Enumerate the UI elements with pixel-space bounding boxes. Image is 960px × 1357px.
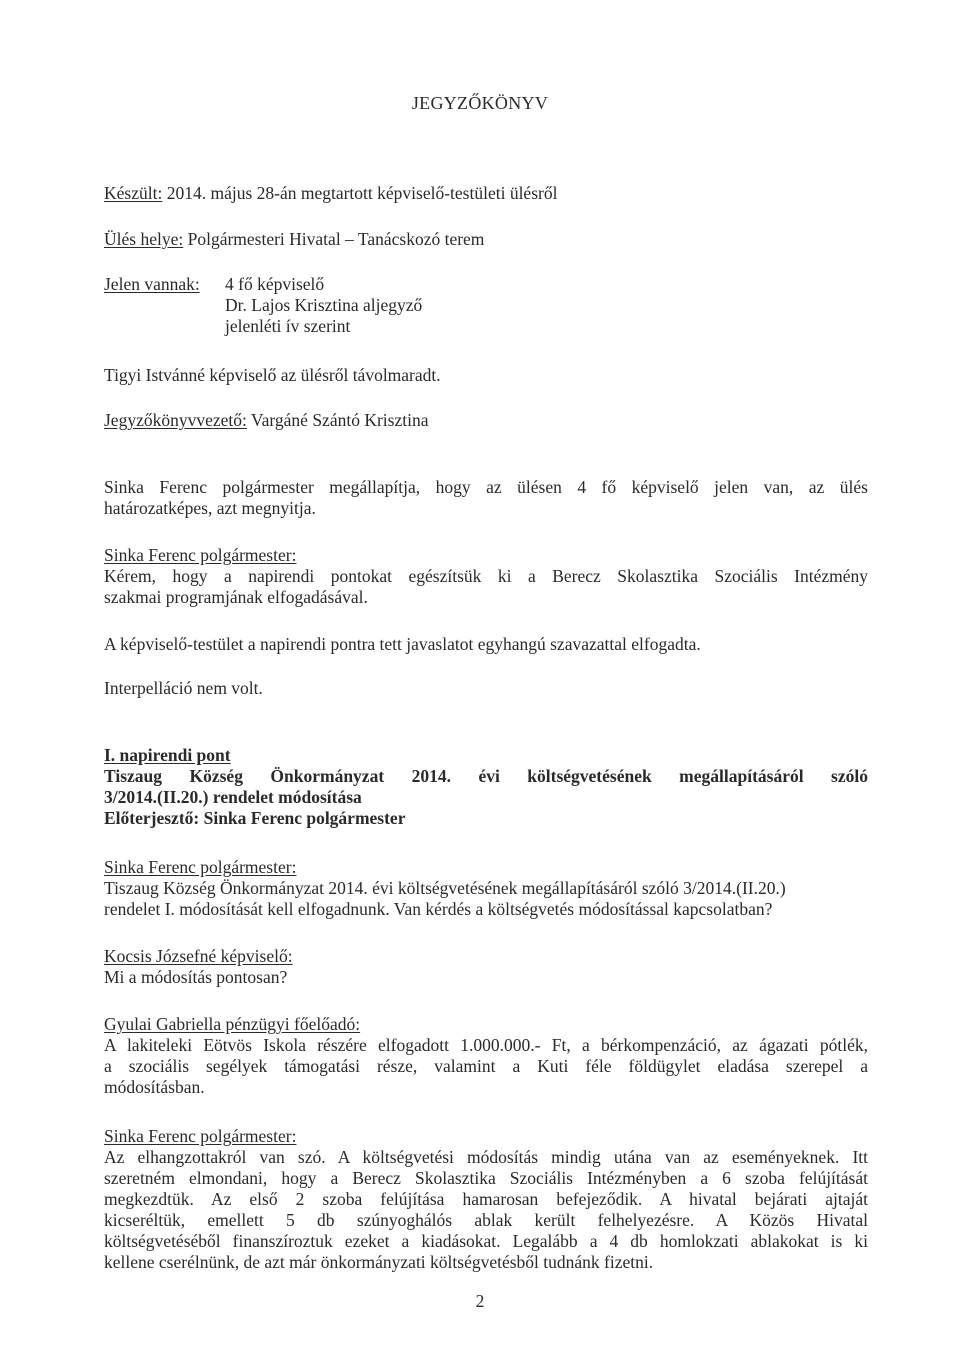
meeting-place-line	[104, 229, 868, 250]
speech-line: módosításban.	[104, 1077, 205, 1097]
speech-line: rendelet I. módosítását kell elfogadnunk. Van kérdés a költségvetés módosítással kapcsolatban?	[104, 899, 773, 919]
opening-line: határozatképes, azt megnyitja.	[104, 498, 316, 518]
speaker-label: Gyulai Gabriella pénzügyi főelőadó:	[104, 1014, 361, 1034]
speech-mayor-1	[104, 545, 868, 608]
attendee-line: jelenléti ív szerint	[225, 316, 351, 336]
opening-paragraph	[104, 477, 868, 519]
speaker-label: Sinka Ferenc polgármester:	[104, 1126, 297, 1146]
speech-line: Mi a módosítás pontosan?	[104, 967, 288, 987]
prepared-line	[104, 183, 868, 204]
speaker-label: Sinka Ferenc polgármester:	[104, 857, 297, 877]
agenda-title-line: 3/2014.(II.20.) rendelet módosítása	[104, 787, 362, 807]
speech-line: Tiszaug Község Önkormányzat 2014. évi költségvetésének megállapításáról szóló 3/2014.(II.20.)	[104, 878, 786, 898]
speech-line: költségvetéséből finanszíroztuk ezeket a kiadásokat. Legalább a 4 db homlokzati ablakokat is ki	[104, 1231, 868, 1251]
speech-line: a szociális segélyek támogatási része, valamint a Kuti féle földügylet eladása szerepel a	[104, 1056, 868, 1076]
agenda-heading: I. napirendi pont	[104, 745, 231, 765]
opening-line: Sinka Ferenc polgármester megállapítja, hogy az ülésen 4 fő képviselő jelen van, az ülés	[104, 477, 868, 497]
speech-finance-officer	[104, 1014, 868, 1098]
speech-line: kellene cserélnünk, de azt már önkormányzati költségvetésből tudnánk fizetni.	[104, 1252, 654, 1272]
resolution-line: A képviselő-testület a napirendi pontra tett javaslatot egyhangú szavazattal elfogadta.	[104, 634, 701, 654]
speaker-label: Kocsis Józsefné képviselő:	[104, 946, 293, 966]
speech-line: Kérem, hogy a napirendi pontokat egészítsük ki a Berecz Skolasztika Szociális Intézmény	[104, 566, 868, 586]
speech-line: szakmai programjának elfogadásával.	[104, 587, 368, 607]
speech-line: A lakiteleki Eötvös Iskola részére elfogadott 1.000.000.- Ft, a bérkompenzáció, az ágazati pótlék,	[104, 1035, 868, 1055]
speech-line: Az elhangzottakról van szó. A költségvetési módosítás mindig utána van az eseményeknek. Itt	[104, 1147, 868, 1167]
speech-mayor-3	[104, 1126, 868, 1273]
attendee-line: Dr. Lajos Krisztina aljegyző	[225, 295, 423, 315]
prepared-label: Készült:	[104, 183, 163, 203]
speech-line: megkezdtük. Az első 2 szoba felújítása hamarosan befejeződik. A hivatal bejárati ajtaját	[104, 1189, 868, 1209]
recorder-name: Vargáné Szántó Krisztina	[246, 410, 429, 430]
meeting-place-text: Polgármesteri Hivatal – Tanácskozó terem	[183, 229, 485, 249]
speech-line: kicseréltük, emellett 5 db szúnyoghálós ablak került felhelyezésre. A Közös Hivatal	[104, 1210, 868, 1230]
speech-line: szeretném elmondani, hogy a Berecz Skolasztika Szociális Intézményben a 6 szoba felújítását	[104, 1168, 868, 1188]
recorder-line	[104, 410, 868, 431]
interpellation-line: Interpelláció nem volt.	[104, 678, 263, 698]
agenda-presenter: Előterjesztő: Sinka Ferenc polgármester	[104, 808, 406, 828]
attendees-block	[104, 274, 868, 337]
speaker-label: Sinka Ferenc polgármester:	[104, 545, 297, 565]
recorder-label: Jegyzőkönyvvezető:	[104, 410, 247, 430]
meeting-place-label: Ülés helye:	[104, 229, 184, 249]
attendees-label: Jelen vannak:	[104, 274, 200, 294]
document-title: JEGYZŐKÖNYV	[411, 93, 549, 113]
speech-councillor	[104, 946, 868, 988]
agenda-title-line: Tiszaug Község Önkormányzat 2014. évi költségvetésének megállapításáról szóló	[104, 766, 868, 786]
agenda-item-block	[104, 745, 868, 829]
absent-line: Tigyi Istvánné képviselő az ülésről távolmaradt.	[104, 365, 441, 385]
attendee-line: 4 fő képviselő	[225, 274, 325, 294]
speech-mayor-2	[104, 857, 868, 920]
prepared-text: 2014. május 28-án megtartott képviselő-testületi ülésről	[162, 183, 558, 203]
page-number: 2	[475, 1291, 485, 1311]
